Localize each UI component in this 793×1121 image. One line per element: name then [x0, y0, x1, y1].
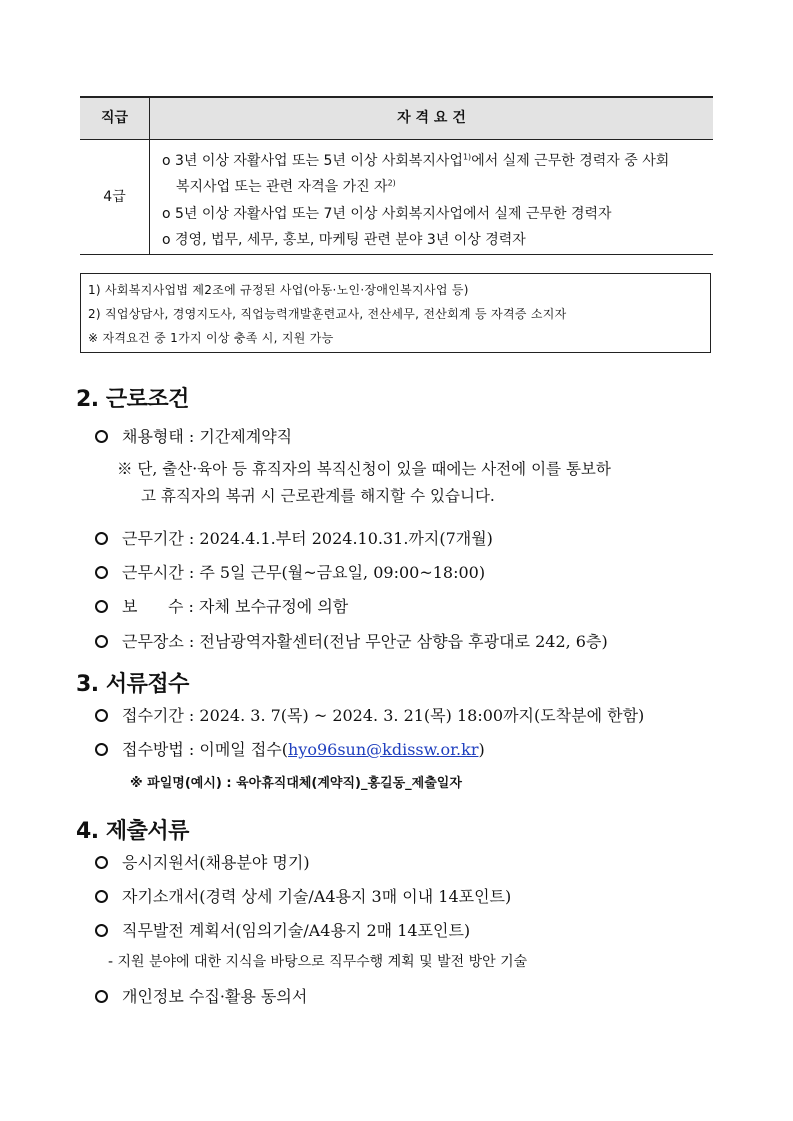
circle-bullet-icon: [95, 600, 108, 613]
table-bottom-border: [80, 254, 713, 255]
document-4-text: 개인정보 수집·활용 동의서: [122, 987, 308, 1006]
document-3-detail: - 지원 분야에 대한 지식을 바탕으로 직무수행 계획 및 발전 방안 기술: [108, 954, 528, 970]
footnote-2: 2) 직업상담사, 경영지도사, 직업능력개발훈련교사, 전산세무, 전산회계 등 자격증 소지자: [88, 307, 567, 321]
document-3-item: [95, 918, 470, 941]
leave-note-line-1: ※ 단, 출산·육아 등 휴직자의 복직신청이 있을 때에는 사전에 이를 통보하: [117, 460, 611, 478]
work-hours-text: 근무시간 : 주 5일 근무(월~금요일, 09:00~18:00): [122, 563, 486, 582]
requirement-1-continued: [176, 176, 396, 196]
document-4-item: [95, 984, 307, 1007]
header-grade: 직급: [100, 110, 129, 126]
footnote-ref-1: 1): [462, 152, 472, 162]
circle-bullet-icon: [95, 924, 108, 937]
circle-bullet-icon: [95, 856, 108, 869]
document-1-text: 응시지원서(채용분야 명기): [122, 853, 310, 872]
requirement-1-text-a: o 3년 이상 자활사업 또는 5년 이상 사회복지사업: [162, 153, 463, 169]
application-method-item: [95, 737, 485, 760]
requirement-2: o 5년 이상 자활사업 또는 7년 이상 사회복지사업에서 실제 근무한 경력자: [162, 206, 612, 222]
pay-item: [95, 594, 348, 617]
circle-bullet-icon: [95, 430, 108, 443]
footnote-ref-2: 2): [387, 178, 396, 188]
application-period-item: [95, 703, 644, 726]
circle-bullet-icon: [95, 532, 108, 545]
circle-bullet-icon: [95, 566, 108, 579]
work-place-text: 근무장소 : 전남광역자활센터(전남 무안군 삼향읍 후광대로 242, 6층): [122, 632, 608, 651]
section-3-title: 3. 서류접수: [76, 672, 189, 697]
requirement-1-text-b: 에서 실제 근무한 경력자 중 사회: [471, 153, 670, 169]
table-header-divider: [80, 139, 713, 140]
header-requirements: 자 격 요 건: [397, 110, 466, 126]
footnote-1: 1) 사회복지사업법 제2조에 규정된 사업(아동·노인·장애인복지사업 등): [88, 283, 469, 297]
section-4-title: 4. 제출서류: [76, 819, 189, 844]
document-2-item: [95, 884, 511, 907]
circle-bullet-icon: [95, 709, 108, 722]
employment-type-item: [95, 424, 292, 447]
document-1-item: [95, 850, 310, 873]
requirement-1: [162, 150, 669, 170]
document-2-text: 자기소개서(경력 상세 기술/A4용지 3매 이내 14포인트): [122, 887, 512, 906]
footnotes-box: [80, 273, 711, 353]
requirement-1-text-c: 복지사업 또는 관련 자격을 가진 자: [176, 179, 388, 195]
application-period-text: 접수기간 : 2024. 3. 7(목) ~ 2024. 3. 21(목) 18:00까지(도착분에 한함): [122, 706, 645, 725]
email-link[interactable]: hyo96sun@kdissw.or.kr: [288, 740, 479, 759]
circle-bullet-icon: [95, 890, 108, 903]
employment-type-text: 채용형태 : 기간제계약직: [122, 427, 293, 446]
leave-note-line-2: 고 휴직자의 복귀 시 근로관계를 해지할 수 있습니다.: [141, 487, 495, 505]
application-method-suffix: ): [478, 740, 485, 759]
work-period-text: 근무기간 : 2024.4.1.부터 2024.10.31.까지(7개월): [122, 529, 493, 548]
grade-cell: 4급: [103, 189, 126, 205]
pay-text: 보 수 : 자체 보수규정에 의함: [122, 597, 349, 616]
section-2-title: 2. 근로조건: [76, 387, 189, 412]
circle-bullet-icon: [95, 635, 108, 648]
circle-bullet-icon: [95, 990, 108, 1003]
qualification-table: [80, 96, 713, 255]
eligibility-note: ※ 자격요건 중 1가지 이상 충족 시, 지원 가능: [88, 331, 334, 345]
application-method-text: 접수방법 : 이메일 접수(: [122, 740, 288, 759]
circle-bullet-icon: [95, 743, 108, 756]
work-place-item: [95, 629, 608, 652]
document-3-text: 직무발전 계획서(임의기술/A4용지 2매 14포인트): [122, 921, 471, 940]
filename-example-note: ※ 파일명(예시) : 육아휴직대체(계약직)_홍길동_제출일자: [130, 776, 462, 791]
work-hours-item: [95, 560, 485, 583]
work-period-item: [95, 526, 493, 549]
requirement-3: o 경영, 법무, 세무, 홍보, 마케팅 관련 분야 3년 이상 경력자: [162, 232, 526, 248]
